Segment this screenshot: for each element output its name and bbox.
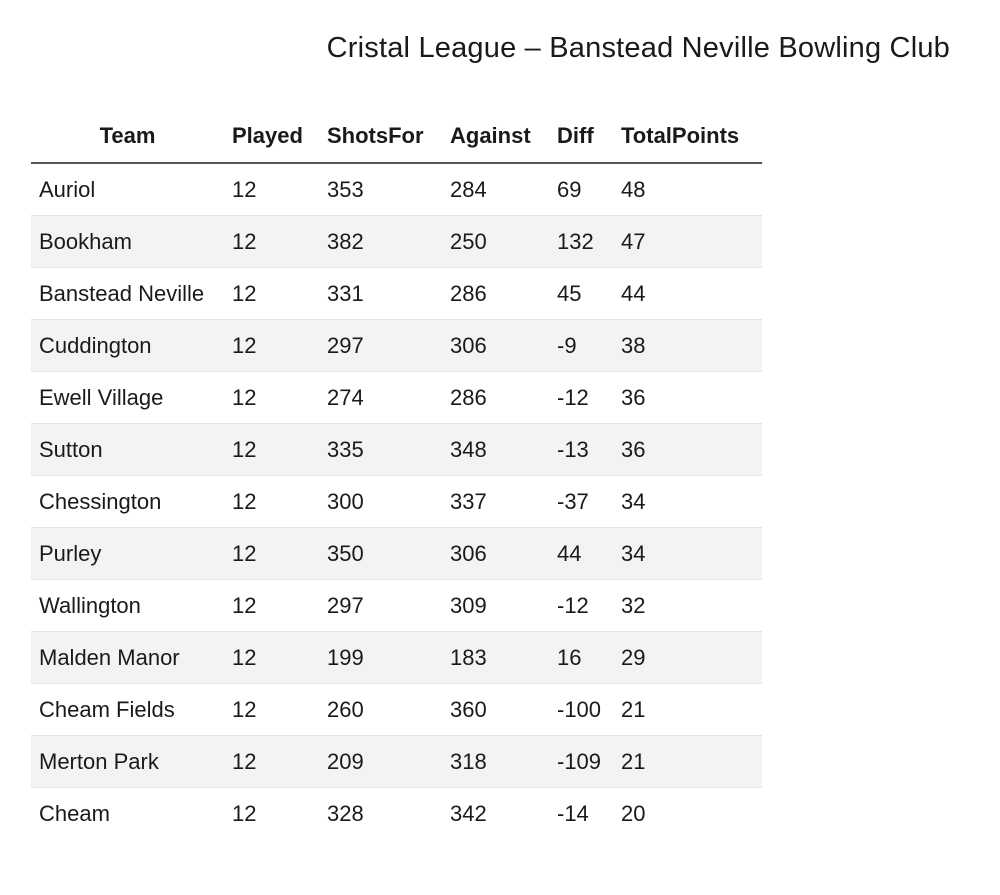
team-cell: Bookham	[31, 216, 224, 268]
shotsfor-cell: 382	[319, 216, 442, 268]
played-cell: 12	[224, 580, 319, 632]
diff-cell: -37	[549, 476, 613, 528]
header-row	[31, 109, 762, 163]
against-cell: 286	[442, 372, 549, 424]
diff-cell: 44	[549, 528, 613, 580]
team-cell: Malden Manor	[31, 632, 224, 684]
totalpoints-cell: 32	[613, 580, 762, 632]
totalpoints-cell: 48	[613, 163, 762, 216]
played-cell: 12	[224, 320, 319, 372]
totalpoints-cell: 21	[613, 684, 762, 736]
shotsfor-cell: 274	[319, 372, 442, 424]
shotsfor-cell: 209	[319, 736, 442, 788]
column-header-diff: Diff	[549, 109, 613, 163]
team-cell: Cheam Fields	[31, 684, 224, 736]
table-row	[31, 632, 762, 684]
team-cell: Auriol	[31, 163, 224, 216]
shotsfor-cell: 353	[319, 163, 442, 216]
diff-cell: -12	[549, 580, 613, 632]
diff-cell: 69	[549, 163, 613, 216]
team-cell: Cuddington	[31, 320, 224, 372]
shotsfor-cell: 335	[319, 424, 442, 476]
against-cell: 360	[442, 684, 549, 736]
played-cell: 12	[224, 268, 319, 320]
column-header-shotsfor: ShotsFor	[319, 109, 442, 163]
table-row	[31, 268, 762, 320]
played-cell: 12	[224, 632, 319, 684]
played-cell: 12	[224, 216, 319, 268]
table-body	[31, 163, 762, 839]
totalpoints-cell: 29	[613, 632, 762, 684]
diff-cell: -12	[549, 372, 613, 424]
totalpoints-cell: 34	[613, 476, 762, 528]
played-cell: 12	[224, 684, 319, 736]
league-table	[31, 109, 762, 839]
table-row	[31, 684, 762, 736]
diff-cell: -9	[549, 320, 613, 372]
against-cell: 183	[442, 632, 549, 684]
against-cell: 306	[442, 320, 549, 372]
table-row	[31, 424, 762, 476]
shotsfor-cell: 297	[319, 580, 442, 632]
shotsfor-cell: 328	[327, 800, 364, 826]
team-cell: Purley	[31, 528, 224, 580]
against-cell: 284	[442, 163, 549, 216]
totalpoints-cell: 38	[613, 320, 762, 372]
shotsfor-cell: 199	[319, 632, 442, 684]
against-cell: 337	[442, 476, 549, 528]
diff-cell: -13	[549, 424, 613, 476]
team-cell: Ewell Village	[31, 372, 224, 424]
diff-cell: -14	[557, 800, 589, 826]
diff-cell: 45	[549, 268, 613, 320]
shotsfor-cell: 331	[319, 268, 442, 320]
diff-cell: 132	[549, 216, 613, 268]
column-header-played: Played	[224, 109, 319, 163]
played-cell: 12	[224, 424, 319, 476]
totalpoints-cell: 47	[613, 216, 762, 268]
table-row	[31, 216, 762, 268]
played-cell: 12	[232, 800, 257, 826]
table-row	[31, 372, 762, 424]
totalpoints-cell: 44	[613, 268, 762, 320]
diff-cell: -100	[549, 684, 613, 736]
shotsfor-cell: 297	[319, 320, 442, 372]
table-row	[31, 736, 762, 788]
against-cell: 309	[442, 580, 549, 632]
team-cell: Sutton	[31, 424, 224, 476]
team-cell: Banstead Neville	[31, 268, 224, 320]
team-cell: Cheam	[39, 800, 110, 826]
against-cell: 342	[450, 800, 487, 826]
column-header-totalpoints: TotalPoints	[613, 109, 762, 163]
table-row	[31, 163, 762, 216]
totalpoints-cell: 20	[621, 800, 646, 826]
played-cell: 12	[224, 372, 319, 424]
team-cell: Merton Park	[31, 736, 224, 788]
team-cell: Chessington	[31, 476, 224, 528]
table-row	[31, 476, 762, 528]
against-cell: 348	[442, 424, 549, 476]
diff-cell: -109	[549, 736, 613, 788]
totalpoints-cell: 36	[613, 372, 762, 424]
shotsfor-cell: 260	[319, 684, 442, 736]
table-row	[31, 788, 762, 840]
against-cell: 306	[442, 528, 549, 580]
column-header-team: Team	[31, 109, 224, 163]
team-cell: Wallington	[31, 580, 224, 632]
against-cell: 318	[442, 736, 549, 788]
played-cell: 12	[224, 163, 319, 216]
against-cell: 250	[442, 216, 549, 268]
totalpoints-cell: 36	[613, 424, 762, 476]
table-row	[31, 580, 762, 632]
shotsfor-cell: 350	[319, 528, 442, 580]
table-title: Cristal League – Banstead Neville Bowling Club	[326, 32, 950, 64]
table-row	[31, 528, 762, 580]
against-cell: 286	[442, 268, 549, 320]
column-header-against: Against	[442, 109, 549, 163]
played-cell: 12	[224, 528, 319, 580]
played-cell: 12	[224, 476, 319, 528]
diff-cell: 16	[549, 632, 613, 684]
table-row	[31, 320, 762, 372]
shotsfor-cell: 300	[319, 476, 442, 528]
played-cell: 12	[224, 736, 319, 788]
totalpoints-cell: 34	[613, 528, 762, 580]
totalpoints-cell: 21	[613, 736, 762, 788]
